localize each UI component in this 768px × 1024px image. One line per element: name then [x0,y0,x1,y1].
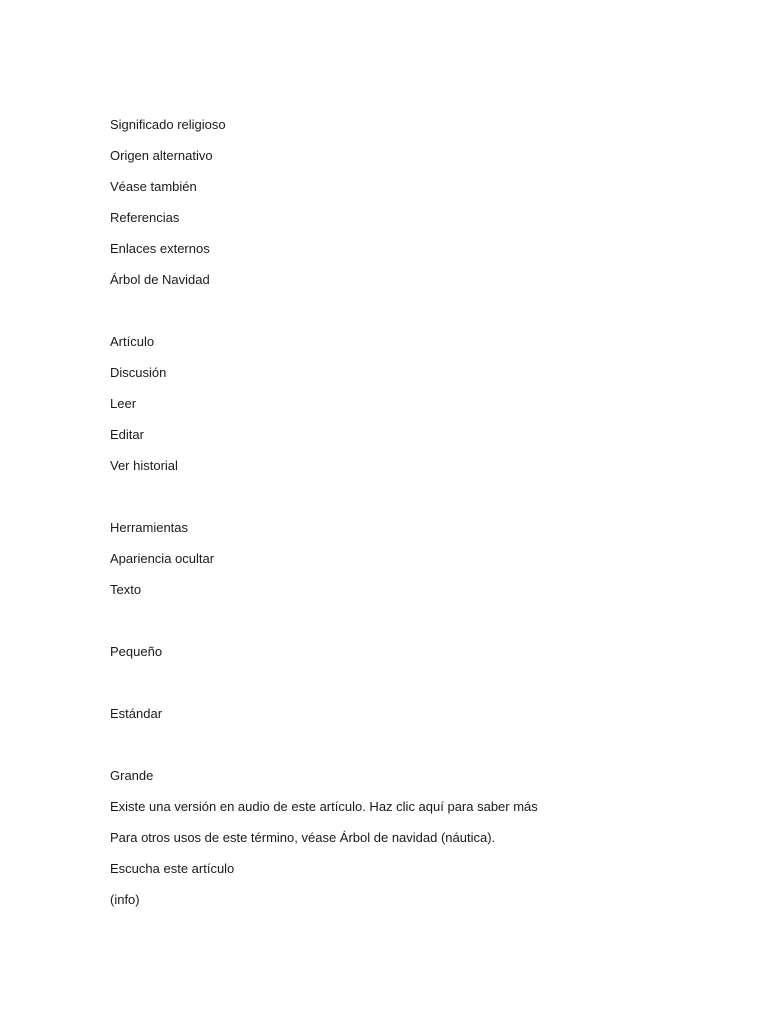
text-line: Texto [110,582,142,597]
text-line: Significado religioso [110,117,226,132]
text-line: Origen alternativo [110,148,213,163]
text-line: Leer [110,396,137,411]
text-line: Artículo [110,334,155,349]
text-line: Existe una versión en audio de este artículo. Haz clic aquí para saber más [110,799,538,814]
text-line: Véase también [110,179,197,194]
text-line: Escucha este artículo [110,861,235,876]
text-line: Estándar [110,706,163,721]
text-line: Grande [110,768,154,783]
text-line: Discusión [110,365,167,380]
text-line: (info) [110,892,140,907]
text-line: Apariencia ocultar [110,551,215,566]
text-line: Para otros usos de este término, véase Árbol de navidad (náutica). [110,830,496,845]
text-line: Árbol de Navidad [110,272,210,287]
text-line: Ver historial [110,458,178,473]
text-line: Herramientas [110,520,189,535]
text-line: Referencias [110,210,180,225]
text-line: Pequeño [110,644,163,659]
text-line: Enlaces externos [110,241,210,256]
text-line: Editar [110,427,144,442]
